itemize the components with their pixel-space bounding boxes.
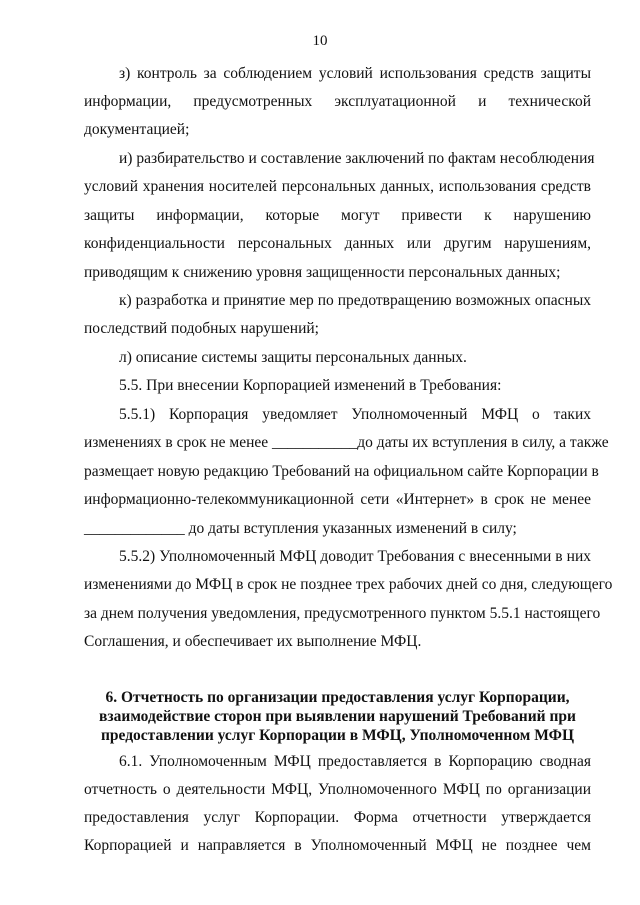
section-heading: 6. Отчетность по организации предоставления услуг Корпорации, — [105, 689, 570, 706]
text-line: за днем получения уведомления, предусмотренного пунктом 5.5.1 настоящего — [84, 605, 601, 622]
section-heading: предоставлении услуг Корпорации в МФЦ, Уполномоченном МФЦ — [100, 727, 575, 744]
text-line: конфиденциальности персональных данных или другим нарушениям, — [84, 235, 591, 252]
text-line: информационно-телекоммуникационной сети «Интернет» в срок не менее — [84, 491, 591, 508]
text-line: 5.5.1) Корпорация уведомляет Уполномоченный МФЦ о таких — [119, 406, 591, 423]
text-line: последствий подобных нарушений; — [84, 320, 319, 337]
text-line: л) описание системы защиты персональных данных. — [119, 349, 467, 366]
text-line: 6.1. Уполномоченным МФЦ предоставляется в Корпорацию сводная — [119, 753, 591, 770]
text-line: 5.5. При внесении Корпорацией изменений в Требования: — [119, 377, 502, 394]
text-line: изменениях в срок не менее ___________до даты их вступления в силу, а также — [84, 434, 609, 451]
text-line: Корпорацией и направляется в Уполномоченный МФЦ не позднее чем — [84, 837, 591, 854]
text-line: и) разбирательство и составление заключений по фактам несоблюдения — [119, 150, 595, 167]
text-line: приводящим к снижению уровня защищенности персональных данных; — [84, 264, 561, 281]
section-heading: взаимодействие сторон при выявлении нарушений Требований при — [99, 708, 576, 725]
text-line: 5.5.2) Уполномоченный МФЦ доводит Требования с внесенными в них — [119, 548, 591, 565]
text-line: Соглашения, и обеспечивает их выполнение МФЦ. — [84, 633, 422, 650]
text-line: документацией; — [84, 121, 190, 138]
text-line: информации, предусмотренных эксплуатационной и технической — [84, 93, 591, 110]
text-line: размещает новую редакцию Требований на официальном сайте Корпорации в — [84, 463, 599, 480]
text-line: з) контроль за соблюдением условий использования средств защиты — [119, 65, 591, 82]
text-line: отчетность о деятельности МФЦ, Уполномоченного МФЦ по организации — [84, 781, 591, 798]
text-line: _____________ до даты вступления указанных изменений в силу; — [84, 520, 517, 537]
text-line: условий хранения носителей персональных данных, использования средств — [84, 178, 591, 195]
text-line: изменениями до МФЦ в срок не позднее трех рабочих дней со дня, следующего — [84, 576, 613, 593]
text-line: к) разработка и принятие мер по предотвращению возможных опасных — [119, 292, 591, 309]
page-number: 10 — [312, 33, 328, 49]
text-line: предоставления услуг Корпорации. Форма отчетности утверждается — [84, 809, 591, 826]
text-line: защиты информации, которые могут привести к нарушению — [84, 207, 591, 224]
